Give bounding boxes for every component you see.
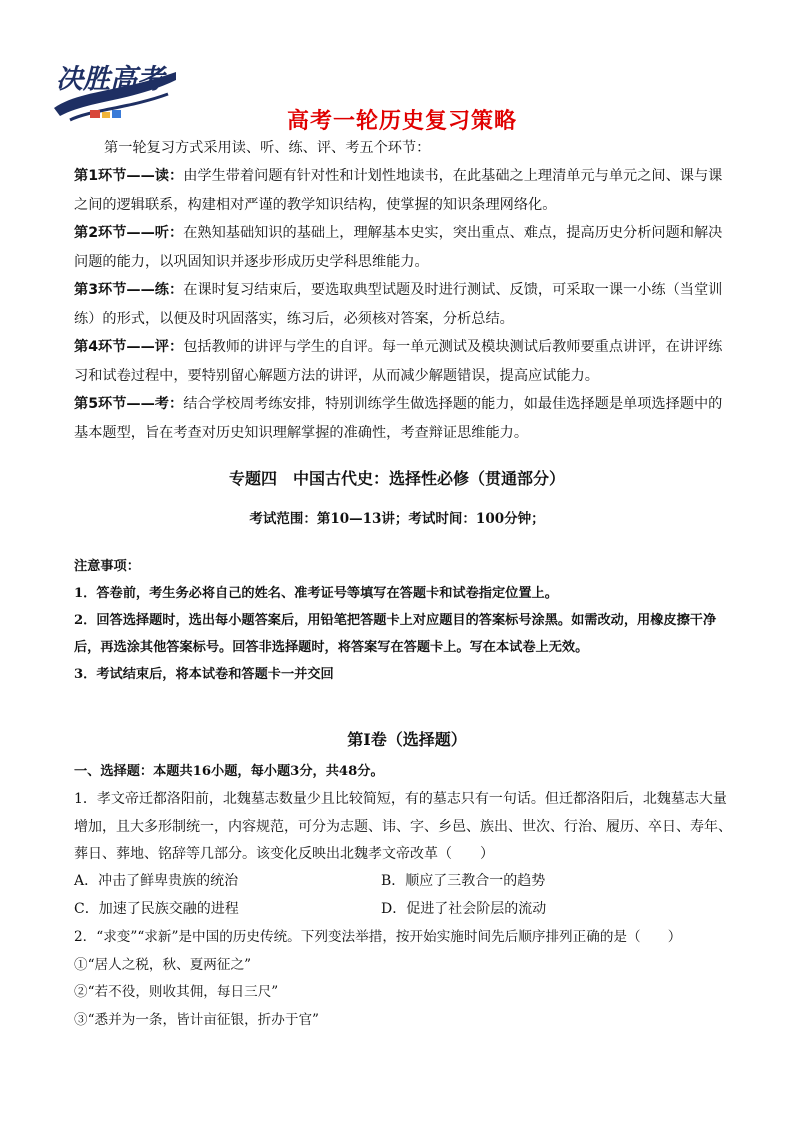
- step-label: 第4环节——评：: [74, 339, 184, 355]
- option-b: B．顺应了三教合一的趋势: [381, 873, 546, 889]
- step-text: 在课时复习结束后，要选取典型试题及时进行测试、反馈，可采取一课一小练（当堂训练）的形式，以便及时巩固落实，练习后，必须核对答案，分析总结。: [74, 282, 723, 327]
- question-2-stem: 2．“求变”“求新”是中国的历史传统。下列变法举措，按开始实施时间先后顺序排列正确的是（ ）: [74, 929, 682, 945]
- question-1-options: [74, 868, 734, 923]
- review-steps: [74, 162, 734, 447]
- step-text: 结合学校周考练安排，特别训练学生做选择题的能力，如最佳选择题是单项选择题中的基本题型，旨在考查对历史知识理解掌握的准确性，考查辩证思维能力。: [74, 396, 723, 441]
- notice-title: 注意事项：: [74, 559, 140, 574]
- step-item: [74, 276, 734, 333]
- option-a: A．冲击了鲜卑贵族的统治: [74, 873, 239, 889]
- page-title: 高考一轮历史复习策略: [286, 109, 517, 134]
- question-2-item: ②“若不役，则收其佣，每日三尺”: [74, 984, 279, 1000]
- option-d: D．促进了社会阶层的流动: [381, 900, 547, 917]
- step-item: [74, 390, 734, 447]
- svg-text:决胜高考: 决胜高考: [56, 64, 164, 95]
- question-2: [74, 924, 734, 1034]
- step-item: [74, 333, 734, 390]
- question-2-item: ①“居人之税，秋、夏两征之”: [74, 956, 252, 973]
- step-text: 由学生带着问题有针对性和计划性地读书，在此基础之上理清单元与单元之间、课与课之间的逻辑联系，构建相对严谨的教学知识结构，使掌握的知识条理网络化。: [74, 168, 723, 213]
- exam-scope: 考试范围：第10—13讲；考试时间：100分钟；: [249, 511, 545, 527]
- step-text: 在熟知基础知识的基础上，理解基本史实，突出重点、难点，提高历史分析问题和解决问题的能力，以巩固知识并逐步形成历史学科思维能力。: [74, 225, 723, 270]
- subject-heading: 专题四 中国古代史：选择性必修（贯通部分）: [228, 469, 565, 488]
- question-1-stem: 1．孝文帝迁都洛阳前，北魏墓志数量少且比较简短，有的墓志只有一句话。但迁都洛阳后，北魏墓志大量增加，且大多形制统一，内容规范，可分为志题、讳、字、乡邑、族出、世次、行治、履历、卒日、寿年、葬日、葬地、铭辞等几部分。该变化反映出北魏孝文帝改革（ ）: [74, 791, 732, 862]
- notice-item: 1．答卷前，考生务必将自己的姓名、准考证号等填写在答题卡和试卷指定位置上。: [74, 586, 558, 601]
- notice-list: [74, 580, 734, 688]
- notice-item: 3．考试结束后，将本试卷和答题卡一并交回: [74, 667, 334, 682]
- step-item: [74, 162, 734, 219]
- step-label: 第3环节——练：: [74, 282, 184, 298]
- step-label: 第1环节——读：: [74, 168, 184, 184]
- notice-item: 2．回答选择题时，选出每小题答案后，用铅笔把答题卡上对应题目的答案标号涂黑。如需改动，用橡皮擦干净后，再选涂其他答案标号。回答非选择题时，将答案写在答题卡上。写在本试卷上无效。: [74, 613, 717, 655]
- option-c: C．加速了民族交融的进程: [74, 900, 239, 917]
- question-2-item: ③“悉并为一条，皆计亩征银，折办于官”: [74, 1011, 319, 1028]
- step-item: [74, 219, 734, 276]
- step-label: 第5环节——考：: [74, 396, 184, 412]
- section-title: 一、选择题：本题共16小题，每小题3分，共48分。: [74, 764, 384, 779]
- part-title: 第I卷（选择题）: [347, 730, 467, 749]
- step-text: 包括教师的讲评与学生的自评。每一单元测试及模块测试后教师要重点讲评，在讲评练习和试卷过程中，要特别留心解题方法的讲评，从而减少解题错误，提高应试能力。: [74, 339, 723, 384]
- step-label: 第2环节——听：: [74, 225, 184, 241]
- intro-text: 第一轮复习方式采用读、听、练、评、考五个环节：: [104, 140, 431, 156]
